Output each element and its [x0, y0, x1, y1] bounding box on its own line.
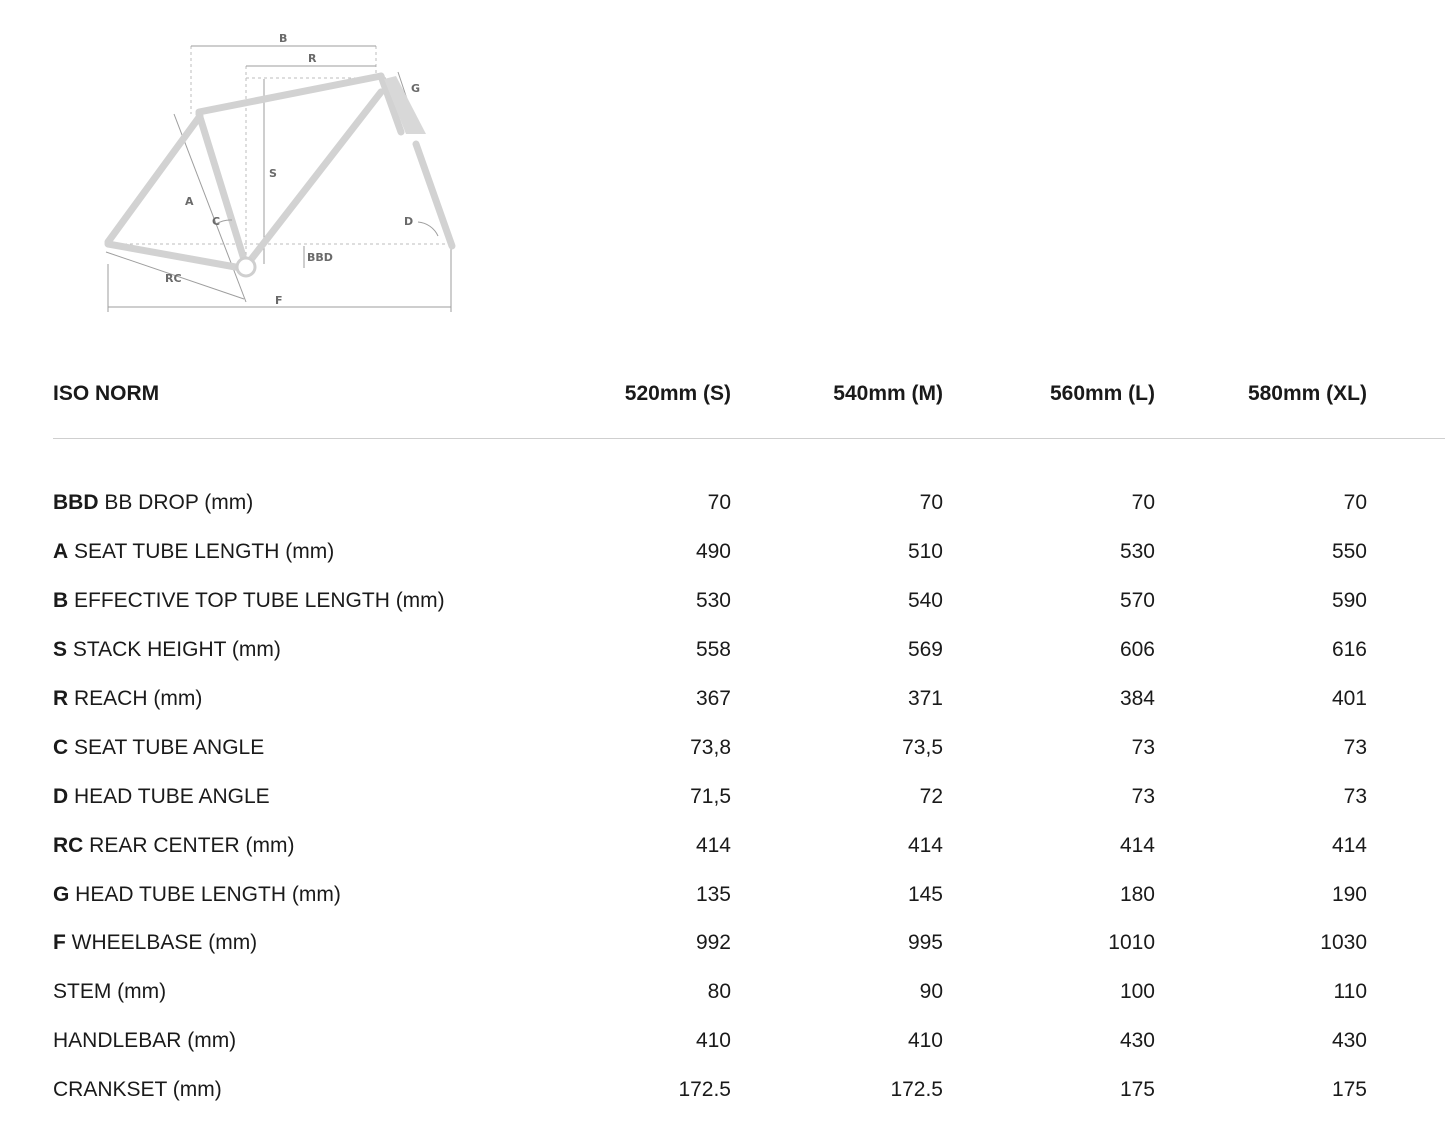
row-code: F	[53, 931, 66, 955]
row-value-m: 540	[907, 589, 943, 613]
row-code: S	[53, 638, 68, 662]
row-code: BBD	[53, 491, 99, 515]
row-value-xl: 110	[1333, 980, 1367, 1004]
label-s: S	[269, 167, 277, 180]
row-value-xl: 175	[1331, 1078, 1367, 1102]
row-label	[53, 785, 519, 809]
table-body	[53, 479, 1445, 1115]
row-code: RC	[53, 833, 84, 857]
row-value-m: 73,5	[902, 735, 943, 759]
row-value-xl: 73	[1343, 784, 1367, 808]
row-value-m: 410	[907, 1029, 943, 1053]
row-value-l: 73	[1131, 735, 1155, 759]
row-value-l: 606	[1119, 638, 1155, 662]
row-code: G	[53, 882, 70, 906]
row-code: R	[53, 687, 69, 710]
row-value-s: 70	[707, 491, 731, 515]
row-value-m: 510	[907, 540, 943, 564]
row-value-l: 430	[1119, 1029, 1155, 1053]
row-value-l: 1010	[1108, 931, 1155, 955]
row-label	[53, 687, 519, 711]
row-code: D	[53, 784, 69, 808]
label-a: A	[185, 195, 194, 208]
row-label-text: STACK HEIGHT (mm)	[67, 638, 281, 662]
row-label-text: REAR CENTER (mm)	[83, 833, 295, 857]
label-b: B	[279, 32, 288, 45]
row-value-m: 414	[907, 833, 943, 857]
label-g: G	[411, 82, 421, 95]
row-label-text: STEM (mm)	[53, 980, 167, 1004]
header-size-m: 540mm (M)	[833, 382, 943, 405]
row-value-s: 80	[707, 980, 731, 1004]
row-label	[53, 834, 519, 858]
row-value-l: 73	[1131, 784, 1155, 808]
row-label-text: SEAT TUBE LENGTH (mm)	[68, 540, 335, 564]
row-value-l: 175	[1119, 1078, 1155, 1102]
row-value-xl: 550	[1331, 540, 1367, 564]
row-value-s: 71,5	[690, 784, 731, 808]
table-row	[53, 1066, 1445, 1115]
table-row	[53, 675, 1445, 724]
row-value-l: 414	[1119, 833, 1155, 857]
row-value-s: 992	[695, 931, 731, 955]
row-value-l: 530	[1119, 540, 1155, 564]
row-label-text: HEAD TUBE LENGTH (mm)	[69, 882, 341, 906]
table-row	[53, 1017, 1445, 1066]
label-f: F	[275, 294, 283, 307]
row-value-m: 172.5	[890, 1078, 943, 1102]
label-c: C	[212, 215, 221, 228]
row-value-l: 70	[1131, 491, 1155, 515]
row-value-m: 371	[907, 687, 943, 710]
frame-geometry-diagram	[96, 24, 476, 324]
row-value-s: 73,8	[690, 735, 731, 759]
table-row	[53, 772, 1445, 821]
row-value-xl: 401	[1331, 687, 1367, 710]
row-label	[53, 883, 519, 907]
row-value-m: 995	[907, 931, 943, 955]
row-label-text: HEAD TUBE ANGLE	[68, 784, 270, 808]
row-label-text: REACH (mm)	[68, 687, 203, 710]
row-label	[53, 736, 519, 760]
header-size-l: 560mm (L)	[1049, 382, 1155, 405]
row-value-s: 530	[695, 589, 731, 613]
row-label	[53, 931, 519, 955]
row-value-l: 384	[1119, 687, 1155, 710]
row-label-text: SEAT TUBE ANGLE	[68, 735, 265, 759]
table-row	[53, 577, 1445, 626]
row-label	[53, 638, 519, 662]
row-value-xl: 616	[1331, 638, 1367, 662]
row-code: B	[53, 589, 69, 613]
row-value-m: 70	[919, 491, 943, 515]
row-label-text: HANDLEBAR (mm)	[53, 1029, 237, 1053]
row-value-xl: 73	[1343, 735, 1367, 759]
row-code: C	[53, 735, 69, 759]
row-label-text: WHEELBASE (mm)	[65, 931, 258, 955]
row-value-l: 570	[1119, 589, 1155, 613]
row-label-text: CRANKSET (mm)	[53, 1078, 222, 1102]
label-bbd: BBD	[307, 251, 333, 264]
row-value-s: 410	[695, 1029, 731, 1053]
table-row	[53, 723, 1445, 772]
row-value-xl: 70	[1343, 491, 1367, 515]
row-value-xl: 190	[1331, 882, 1367, 906]
row-value-m: 569	[907, 638, 943, 662]
frame-geometry-svg	[96, 24, 476, 324]
label-rc: RC	[165, 272, 182, 285]
header-size-s: 520mm (S)	[624, 382, 731, 405]
row-value-m: 145	[907, 882, 943, 906]
row-value-m: 72	[919, 784, 943, 808]
row-value-m: 90	[919, 980, 943, 1004]
row-value-s: 490	[695, 540, 731, 564]
row-value-xl: 414	[1331, 833, 1367, 857]
table-row	[53, 870, 1445, 919]
row-label	[53, 540, 519, 564]
row-value-xl: 1030	[1320, 931, 1367, 955]
header-iso-norm: ISO NORM	[53, 382, 160, 405]
row-value-s: 135	[695, 882, 731, 906]
label-r: R	[308, 52, 317, 65]
table-row	[53, 626, 1445, 675]
row-value-xl: 430	[1331, 1029, 1367, 1053]
row-label-text: BB DROP (mm)	[98, 491, 254, 515]
row-value-s: 367	[695, 687, 731, 710]
row-value-l: 180	[1119, 882, 1155, 906]
row-value-s: 558	[695, 638, 731, 662]
label-d: D	[404, 215, 414, 228]
table-row	[53, 479, 1445, 528]
geometry-table	[53, 362, 1445, 1115]
row-label	[53, 491, 519, 515]
table-header	[53, 362, 1445, 426]
row-value-xl: 590	[1331, 589, 1367, 613]
row-value-s: 414	[695, 833, 731, 857]
table-row	[53, 821, 1445, 870]
table-row	[53, 919, 1445, 968]
header-divider	[53, 438, 1445, 439]
row-label	[53, 589, 519, 613]
row-label	[53, 1078, 519, 1102]
row-label-text: EFFECTIVE TOP TUBE LENGTH (mm)	[68, 589, 445, 613]
row-code: A	[53, 540, 69, 564]
header-size-xl: 580mm (XL)	[1247, 382, 1367, 405]
row-value-s: 172.5	[678, 1078, 731, 1102]
row-value-l: 100	[1119, 980, 1155, 1004]
row-label	[53, 1029, 519, 1053]
row-label	[53, 980, 519, 1004]
table-row	[53, 528, 1445, 577]
table-row	[53, 968, 1445, 1017]
